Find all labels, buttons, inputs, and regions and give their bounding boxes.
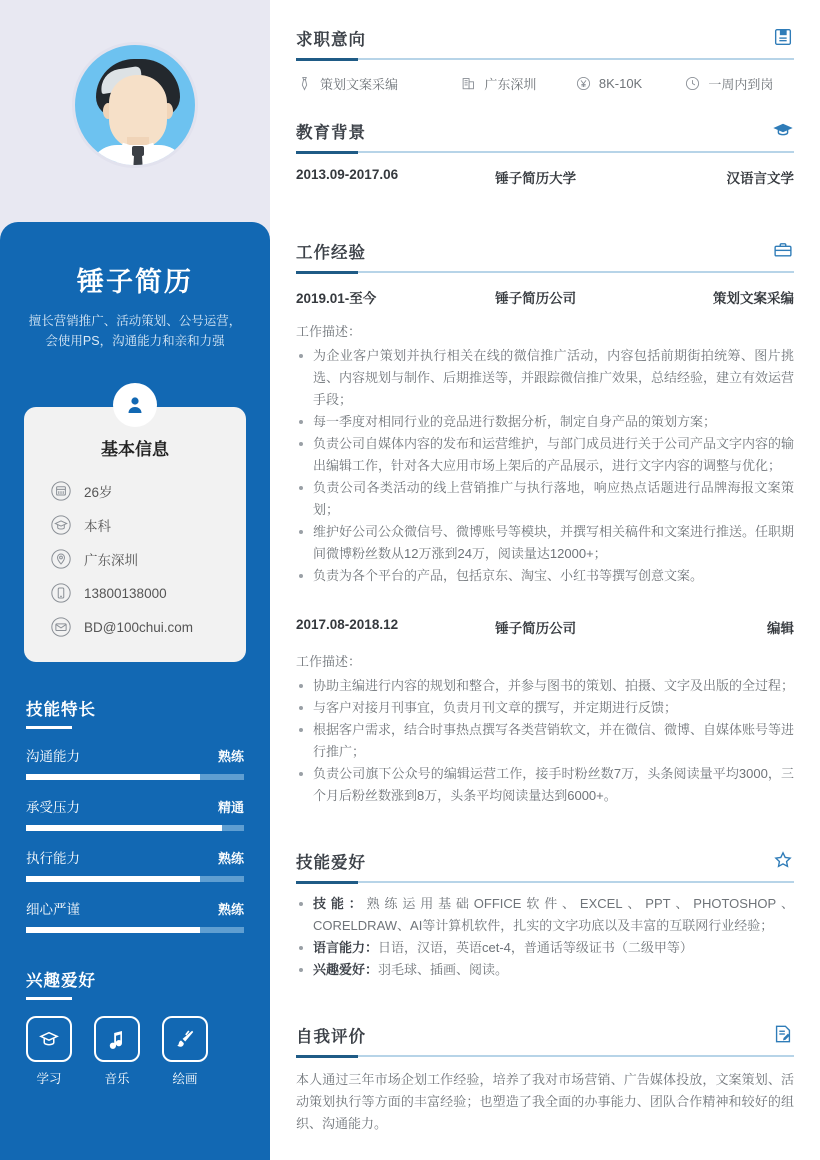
section-underline bbox=[296, 151, 794, 153]
main-content bbox=[270, 0, 820, 1160]
work-desc-label: 工作描述： bbox=[296, 324, 362, 339]
work-bullet: 负责公司自媒体内容的发布和运营维护，与部门成员进行关于公司产品文字内容的输出编辑工作，针对各大应用市场上架后的产品展示，进行文字内容的调整与优化； bbox=[296, 433, 794, 477]
intent-text: 8K-10K bbox=[598, 76, 643, 91]
info-item-phone bbox=[24, 576, 246, 610]
education-entry bbox=[296, 167, 794, 187]
section-education bbox=[296, 93, 794, 187]
graduation-cap-icon[interactable] bbox=[772, 119, 794, 141]
skill-item bbox=[26, 745, 244, 780]
skill-level: 熟练 bbox=[217, 749, 244, 764]
education-period: 2013.09-2017.06 bbox=[296, 167, 399, 182]
edit-document-icon[interactable] bbox=[772, 1023, 794, 1045]
info-item-label: 广东深圳 bbox=[84, 553, 138, 568]
work-entry-header bbox=[296, 287, 794, 307]
skill-level: 熟练 bbox=[217, 851, 244, 866]
work-bullet: 协助主编进行内容的规划和整合，并参与图书的策划、拍摄、文字及出版的全过程； bbox=[296, 675, 794, 697]
skills-title: 技能特长 bbox=[26, 701, 96, 719]
skill-name: 执行能力 bbox=[26, 851, 80, 866]
sidebar-blue-panel bbox=[0, 222, 270, 1160]
skill-item bbox=[26, 898, 244, 933]
avatar bbox=[72, 42, 198, 168]
work-period: 2019.01-至今 bbox=[296, 291, 377, 306]
hobbies-section bbox=[0, 933, 270, 1087]
building-icon bbox=[460, 75, 477, 92]
info-item-label: BD@100chui.com bbox=[84, 619, 194, 635]
skills-hobbies-label: 技能： bbox=[313, 896, 367, 911]
hobby-label: 绘画 bbox=[172, 1072, 198, 1086]
hobby-label: 学习 bbox=[36, 1072, 62, 1086]
work-role: 策划文案采编 bbox=[712, 291, 794, 306]
section-title: 求职意向 bbox=[296, 31, 366, 49]
profile-tagline: 擅长营销推广、活动策划、公号运营，会使用PS，沟通能力和亲和力强 bbox=[28, 314, 242, 348]
work-bullet: 负责公司旗下公众号的编辑运营工作，接手时粉丝数7万，头条阅读量平均3000，三个月后粉丝数涨到8万，头条平均阅读量达到6000+。 bbox=[296, 763, 794, 807]
skills-hobbies-item bbox=[296, 893, 794, 937]
section-job-intention bbox=[296, 0, 794, 93]
paint-brush-icon bbox=[162, 1016, 208, 1062]
job-intention-items bbox=[296, 74, 794, 93]
section-underline bbox=[296, 881, 794, 883]
skill-progress-fill bbox=[26, 825, 222, 831]
work-bullets bbox=[296, 345, 794, 587]
skills-hobbies-item bbox=[296, 959, 794, 981]
section-title: 教育背景 bbox=[296, 124, 366, 142]
info-item-label: 本科 bbox=[84, 519, 111, 534]
envelope-icon bbox=[50, 616, 72, 638]
profile-name: 锤子简历 bbox=[77, 267, 193, 297]
location-pin-icon bbox=[50, 548, 72, 570]
basic-info-card bbox=[24, 407, 246, 662]
skills-hobbies-label: 语言能力： bbox=[313, 940, 379, 955]
education-major: 汉语言文学 bbox=[726, 171, 794, 186]
info-item-label: 13800138000 bbox=[84, 585, 167, 601]
person-badge bbox=[113, 383, 157, 427]
hobby-item bbox=[26, 1016, 72, 1087]
intent-text: 一周内到岗 bbox=[708, 77, 774, 92]
section-self-evaluation bbox=[296, 997, 794, 1135]
music-note-icon bbox=[94, 1016, 140, 1062]
yuan-icon bbox=[575, 75, 592, 92]
skill-level: 熟练 bbox=[217, 902, 244, 917]
hobby-item bbox=[94, 1016, 140, 1087]
section-title: 工作经验 bbox=[296, 244, 366, 262]
skill-progress-fill bbox=[26, 774, 200, 780]
hobbies-title: 兴趣爱好 bbox=[26, 972, 96, 990]
skills-hobbies-item bbox=[296, 937, 794, 959]
work-bullet: 负责为各个平台的产品，包括京东、淘宝、小红书等撰写创意文案。 bbox=[296, 565, 794, 587]
skills-section bbox=[0, 662, 270, 933]
skill-level: 精通 bbox=[217, 800, 244, 815]
info-item-age bbox=[24, 474, 246, 508]
person-icon bbox=[123, 393, 147, 417]
clock-icon bbox=[684, 75, 701, 92]
skills-hobbies-text: 日语，汉语，英语cet-4，普通话等级证书（二级甲等） bbox=[378, 940, 693, 955]
skill-progress-fill bbox=[26, 876, 200, 882]
hobby-label: 音乐 bbox=[104, 1072, 130, 1086]
self-evaluation-text: 本人通过三年市场企划工作经验，培养了我对市场营销、广告媒体投放，文案策划、活动策划执行等方面的丰富经验；也塑造了我全面的办事能力、团队合作精神和较好的组织、沟通能力。 bbox=[296, 1072, 794, 1131]
work-desc-label: 工作描述： bbox=[296, 654, 362, 669]
skill-item bbox=[26, 796, 244, 831]
work-bullet: 根据客户需求，结合时事热点撰写各类营销软文，并在微信、微博、自媒体账号等进行推广； bbox=[296, 719, 794, 763]
sidebar bbox=[0, 0, 270, 1160]
info-item-label: 26岁 bbox=[84, 485, 113, 500]
work-bullet: 每一季度对相同行业的竞品进行数据分析，制定自身产品的策划方案； bbox=[296, 411, 794, 433]
graduation-cap-icon bbox=[50, 514, 72, 536]
skills-hobbies-text: 熟练运用基础OFFICE软件、EXCEL、PPT、PHOTOSHOP、CORELDRAW、AI等计算机软件，扎实的文字功底以及丰富的互联网行业经验； bbox=[313, 896, 794, 933]
intent-salary bbox=[575, 75, 685, 92]
work-entry-header bbox=[296, 617, 794, 637]
education-school: 锤子简历大学 bbox=[495, 171, 577, 186]
skill-progress-bar bbox=[26, 774, 244, 780]
work-bullet: 负责公司各类活动的线上营销推广与执行落地，响应热点话题进行品牌海报文案策划； bbox=[296, 477, 794, 521]
skills-hobbies-list bbox=[296, 893, 794, 981]
graduation-cap-icon bbox=[26, 1016, 72, 1062]
intent-text: 广东深圳 bbox=[484, 77, 537, 92]
calendar-icon bbox=[50, 480, 72, 502]
skill-progress-bar bbox=[26, 927, 244, 933]
skill-name: 沟通能力 bbox=[26, 749, 80, 764]
section-title: 自我评价 bbox=[296, 1028, 366, 1046]
intent-text: 策划文案采编 bbox=[320, 77, 399, 92]
work-bullet: 与客户对接月刊事宜，负责月刊文章的撰写，并定期进行反馈； bbox=[296, 697, 794, 719]
section-underline bbox=[296, 58, 794, 60]
tie-icon bbox=[296, 75, 313, 92]
save-floppy-icon[interactable] bbox=[772, 26, 794, 48]
skill-progress-bar bbox=[26, 876, 244, 882]
section-underline bbox=[296, 271, 794, 273]
avatar-tie bbox=[133, 155, 143, 168]
skills-hobbies-text: 羽毛球、插画、阅读。 bbox=[378, 962, 509, 977]
intent-city bbox=[460, 74, 575, 93]
work-bullet: 为企业客户策划并执行相关在线的微信推广活动，内容包括前期街拍统筹、图片挑选、内容规划与制作、后期推送等，并跟踪微信推广效果，总结经验，建立有效运营手段； bbox=[296, 345, 794, 411]
skill-name: 承受压力 bbox=[26, 800, 80, 815]
skills-hobbies-label: 兴趣爱好： bbox=[313, 962, 379, 977]
work-bullet: 维护好公司公众微信号、微博账号等模块，并撰写相关稿件和文案进行推送。任职期间微博粉丝数从12万涨到24万，阅读量达12000+； bbox=[296, 521, 794, 565]
skill-progress-bar bbox=[26, 825, 244, 831]
avatar-zone bbox=[0, 0, 270, 222]
intent-position bbox=[296, 74, 460, 93]
work-bullets bbox=[296, 675, 794, 807]
briefcase-icon[interactable] bbox=[772, 239, 794, 261]
star-icon[interactable] bbox=[772, 849, 794, 871]
skill-name: 细心严谨 bbox=[26, 902, 80, 917]
intent-availability bbox=[684, 74, 773, 93]
work-company: 锤子简历公司 bbox=[495, 621, 577, 636]
info-item-location bbox=[24, 542, 246, 576]
work-role: 编辑 bbox=[766, 621, 794, 636]
section-work-experience bbox=[296, 213, 794, 807]
section-skills-hobbies bbox=[296, 823, 794, 981]
section-title: 技能爱好 bbox=[296, 854, 366, 872]
basic-info-title: 基本信息 bbox=[101, 440, 169, 459]
hobby-item bbox=[162, 1016, 208, 1087]
skill-progress-fill bbox=[26, 927, 200, 933]
phone-icon bbox=[50, 582, 72, 604]
work-company: 锤子简历公司 bbox=[495, 291, 577, 306]
avatar-tie-knot bbox=[132, 146, 144, 156]
hobbies-title-rule bbox=[26, 997, 72, 1000]
section-underline bbox=[296, 1055, 794, 1057]
info-item-email bbox=[24, 610, 246, 644]
info-item-education bbox=[24, 508, 246, 542]
skills-title-rule bbox=[26, 726, 72, 729]
skill-item bbox=[26, 847, 244, 882]
work-period: 2017.08-2018.12 bbox=[296, 617, 399, 632]
